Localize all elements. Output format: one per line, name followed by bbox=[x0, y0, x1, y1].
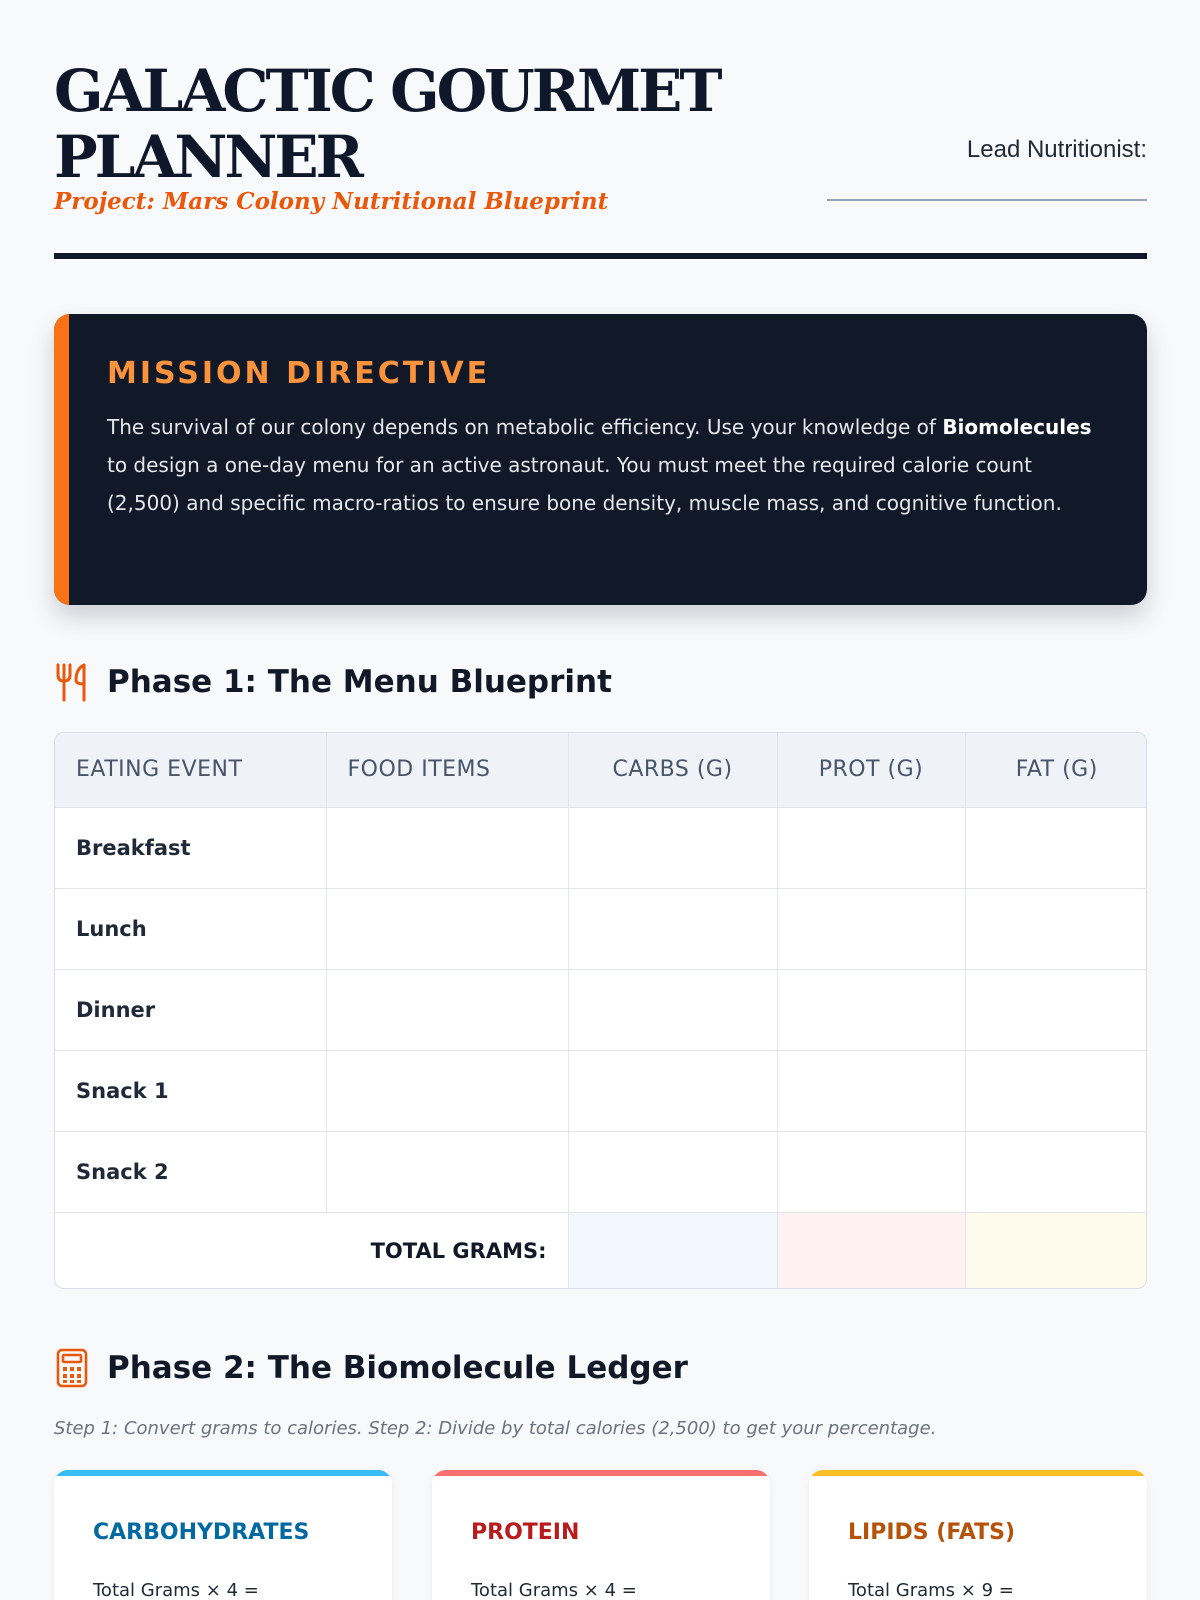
table-row bbox=[55, 807, 1147, 888]
page-title bbox=[54, 58, 754, 190]
table-row bbox=[55, 969, 1147, 1050]
row-label: Snack 1 bbox=[55, 1050, 326, 1131]
card-formula: Total Grams × 9 = bbox=[848, 1580, 1014, 1600]
food-items-cell[interactable] bbox=[326, 1132, 568, 1213]
row-label: Dinner bbox=[55, 969, 326, 1050]
mission-text bbox=[107, 408, 1107, 522]
card-accent-bar bbox=[432, 1470, 770, 1476]
mission-accent-bar bbox=[54, 314, 69, 605]
total-protein-cell[interactable] bbox=[777, 1213, 965, 1288]
calculator-icon bbox=[54, 1348, 92, 1388]
mission-text-end: to design a one-day menu for an active astronaut. You must meet the required calorie count (2,500) and specific macro-ratios to ensure bone density, muscle mass, and cognitive function. bbox=[107, 453, 1062, 515]
protein-cell[interactable] bbox=[777, 1132, 965, 1213]
protein-cell[interactable] bbox=[777, 807, 965, 888]
protein-cell[interactable] bbox=[777, 1050, 965, 1131]
carbs-cell[interactable] bbox=[568, 969, 777, 1050]
fat-cell[interactable] bbox=[965, 1050, 1147, 1131]
col-protein: PROT (G) bbox=[777, 733, 965, 807]
header bbox=[54, 58, 1147, 258]
card-accent-bar bbox=[54, 1470, 392, 1476]
card-formula: Total Grams × 4 = bbox=[471, 1580, 637, 1600]
card-accent-bar bbox=[809, 1470, 1147, 1476]
protein-card bbox=[432, 1470, 770, 1600]
food-items-cell[interactable] bbox=[326, 969, 568, 1050]
col-eating-event: EATING EVENT bbox=[55, 733, 326, 807]
table-row bbox=[55, 1132, 1147, 1213]
mission-text-bold: Biomolecules bbox=[942, 415, 1092, 439]
row-label: Breakfast bbox=[55, 807, 326, 888]
protein-cell[interactable] bbox=[777, 888, 965, 969]
food-items-cell[interactable] bbox=[326, 1050, 568, 1131]
total-grams-label: TOTAL GRAMS: bbox=[55, 1213, 568, 1288]
phase1-heading bbox=[54, 662, 854, 702]
title-line-2: PLANNER bbox=[54, 123, 361, 191]
card-title: PROTEIN bbox=[471, 1520, 580, 1545]
fat-cell[interactable] bbox=[965, 969, 1147, 1050]
mission-title: MISSION DIRECTIVE bbox=[107, 356, 491, 391]
card-formula: Total Grams × 4 = bbox=[93, 1580, 259, 1600]
protein-cell[interactable] bbox=[777, 969, 965, 1050]
carbs-cell[interactable] bbox=[568, 1050, 777, 1131]
fat-cell[interactable] bbox=[965, 888, 1147, 969]
menu-table bbox=[54, 732, 1147, 1289]
lipids-card bbox=[809, 1470, 1147, 1600]
total-carbs-cell[interactable] bbox=[568, 1213, 777, 1288]
total-fat-cell[interactable] bbox=[965, 1213, 1147, 1288]
mission-text-start: The survival of our colony depends on metabolic efficiency. Use your knowledge of bbox=[107, 415, 943, 439]
carbs-cell[interactable] bbox=[568, 888, 777, 969]
mission-directive-panel bbox=[54, 314, 1147, 605]
title-line-1: GALACTIC GOURMET bbox=[54, 57, 720, 125]
phase1-title: Phase 1: The Menu Blueprint bbox=[107, 664, 612, 700]
carbs-cell[interactable] bbox=[568, 1132, 777, 1213]
lead-nutritionist-field[interactable] bbox=[827, 199, 1147, 201]
fat-cell[interactable] bbox=[965, 1132, 1147, 1213]
lead-nutritionist-label: Lead Nutritionist: bbox=[966, 136, 1147, 163]
row-label: Snack 2 bbox=[55, 1132, 326, 1213]
utensils-icon bbox=[54, 662, 92, 702]
table-row bbox=[55, 888, 1147, 969]
col-fat: FAT (G) bbox=[965, 733, 1147, 807]
fat-cell[interactable] bbox=[965, 807, 1147, 888]
food-items-cell[interactable] bbox=[326, 807, 568, 888]
carbs-cell[interactable] bbox=[568, 807, 777, 888]
phase2-heading bbox=[54, 1348, 854, 1388]
totals-row bbox=[55, 1213, 1147, 1288]
header-divider bbox=[54, 253, 1147, 259]
row-label: Lunch bbox=[55, 888, 326, 969]
ledger-instructions: Step 1: Convert grams to calories. Step 2: Divide by total calories (2,500) to get your percentage. bbox=[54, 1418, 937, 1439]
card-title: CARBOHYDRATES bbox=[93, 1520, 310, 1545]
planner-page bbox=[54, 0, 1147, 1600]
phase2-title: Phase 2: The Biomolecule Ledger bbox=[107, 1350, 688, 1386]
project-subtitle: Project: Mars Colony Nutritional Blueprint bbox=[54, 188, 609, 215]
table-row bbox=[55, 1050, 1147, 1131]
col-carbs: CARBS (G) bbox=[568, 733, 777, 807]
carbohydrates-card bbox=[54, 1470, 392, 1600]
food-items-cell[interactable] bbox=[326, 888, 568, 969]
col-food-items: FOOD ITEMS bbox=[326, 733, 568, 807]
table-header-row bbox=[55, 733, 1147, 807]
card-title: LIPIDS (FATS) bbox=[848, 1520, 1016, 1545]
